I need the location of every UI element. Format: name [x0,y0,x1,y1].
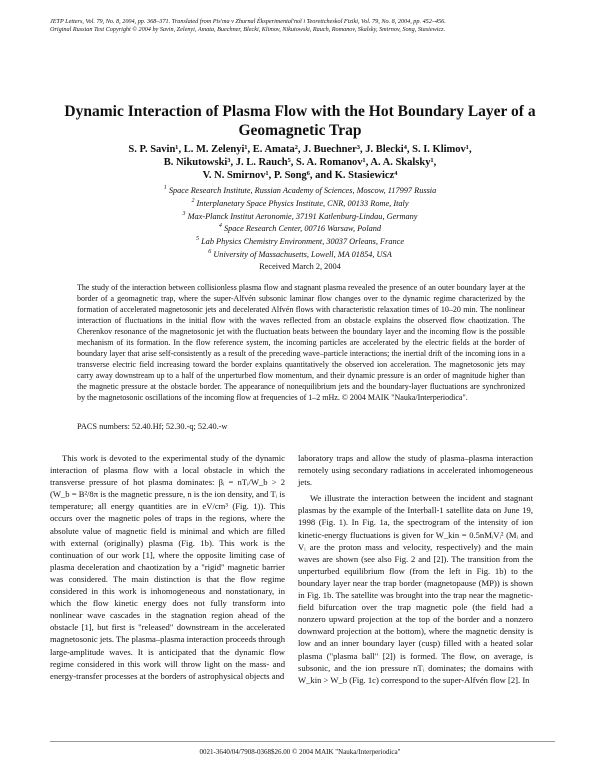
author-list [60,143,540,182]
author-line: V. N. Smirnov¹, P. Song⁶, and K. Stasiewicz⁴ [202,170,398,181]
paper-title: Dynamic Interaction of Plasma Flow with the Hot Boundary Layer of a Geomagnetic Trap [64,103,536,139]
journal-header [50,18,555,34]
pacs-numbers: PACS numbers: 52.40.Hf; 52.30.-q; 52.40.-w [77,422,228,431]
paragraph: We illustrate the interaction between the incident and stagnant plasmas by the example of the Interball-1 satellite data on June 19, 1998 (Fig. 1). In Fig. 1a, the spectrogram of the intensity of ion kinetic-energy fluctuations is given for W_kin = 0.5nMᵢVᵢ² (Mᵢ and Vᵢ are the proton mass and velocity, respectively) and the main waves are shown (see also Fig. 2 and [2]). The transition from the unperturbed equilibrium flow (from the left in Fig. 1b) to the boundary layer near the trap border (magnetopause (MP)) is shown in Fig. 1b. The satellite was brought into the trap near the magnetic-field bifurcation over the trap magnetic pole (the field had a nonzero upward projection at the top of the border and a nonzero downward projection at the bottom), where the magnetic density is low and an inner boundary layer (cusp) filled with a heated solar plasma ("plasma ball" [2]) is formed. The flow, on average, is subsonic, and the ion pressure nTᵢ dominates; the domains with W_kin > W_b (Fig. 1c) correspond to the super-Alfvén flow [2]. In [298,493,533,685]
affiliation: $^1$ Space Research Institute, Russian Academy of Sciences, Moscow, 117997 Russia [163,185,437,195]
author-line: S. P. Savin¹, L. M. Zelenyi¹, E. Amata², J. Buechner³, J. Blecki⁴, S. I. Klimov¹, [128,144,472,155]
abstract: The study of the interaction between collisionless plasma flow and stagnant plasma revealed the presence of an outer boundary layer at the border of a geomagnetic trap, where the super-Alfvén subsonic laminar flow changes over to the dynamic regime characterized by the formation of accelerated magnetosonic jets and decelerated Alfvén flows with characteristic relaxation times of 10–20 min. The nonlinear interaction of fluctuations in the initial flow with the waves reflected from an obstacle explains the observed flow chaotization. The Cherenkov resonance of the magnetosonic jet with the fluctuation beats between the boundary layer and the incoming flow is the possible mechanism of its formation. In the flow reference system, the incoming particles are accelerated by the electric fields at the border of boundary layer that arise self-consistently as a result of the preceding wave–particle interactions; the inertial drift of the incoming ions in a transverse electric field increasing toward the border explains quantitatively the observed ion acceleration. The magnetosonic jets may carry away downstream up to a half of the unperturbed flow momentum, and their dynamic pressure is an order of magnitude higher than the magnetic pressure at the obstacle border. The appearance of nonequilibrium jets and the boundary-layer fluctuations are synchronized by the magnetosonic oscillations of the incoming flow at frequencies of 1–2 mHz. © 2004 MAIK "Nauka/Interperiodica". [77,283,525,402]
body-column-right [298,452,533,686]
copyright-footer: 0021-3640/04/7908-0368$26.00 © 2004 MAIK "Nauka/Interperiodica" [199,748,401,756]
affiliation: $^3$ Max-Planck Institut Aeronomie, 37191 Katlenburg-Lindau, Germany [182,210,418,221]
body-column-left [50,452,285,682]
affiliation: $^2$ Interplanetary Space Physics Institute, CNR, 00133 Rome, Italy [191,197,409,208]
author-line: B. Nikutowski³, J. L. Rauch⁵, S. A. Romanov¹, A. A. Skalsky¹, [163,157,437,168]
affiliation: $^6$ University of Massachusetts, Lowell, MA 01854, USA [208,248,392,259]
journal-header-line-2: Original Russian Text Copyright © 2004 by Savin, Zelenyi, Amata, Buechner, Blecki, Klimov, Nikutowski, Rauch, Romanov, Skalsky, Smirnov, Song, Stasiewicz. [50,26,446,33]
affiliation-list [60,183,540,260]
journal-header-line-1: JETP Letters, Vol. 79, No. 8, 2004, pp. 368–371. Translated from Pis'ma v Zhurnal Éksperimental'noĭ i Teoreticheskoĭ Fiziki, Vol. 79, No. 8, 2004, pp. 452–456. [50,18,446,25]
affiliation: $^4$ Space Research Center, 00716 Warsaw, Poland [218,223,382,234]
footer-divider [50,741,555,742]
paragraph: This work is devoted to the experimental study of the dynamic interaction of plasma flow with a local obstacle in which the transverse pressure of hot plasma dominates: βᵢ = nTᵢ/W_b > 2 (W_b = B²/8π is the magnetic pressure, n is the ion density, and Tᵢ is temperature; all energy quantities are in eV/cm³ (Fig. 1)). This occurs over the magnetic poles of traps in the regions, where the absolute value of magnetic field is minimal and which are filled with external (originally) plasma (Fig. 1b). This work is the continuation of our work [1], where the opposite limiting case of plasma deceleration and chaotization by a "rigid" magnetic barrier was considered. The main distinction is that the flow regime considered in this work is inhomogeneous and nonstationary, in which the flow kinetic energy does not fully transform into nonlinear wave cascades in the stagnation region ahead of the obstacle [1], but first is "released" downstream in the accelerated magnetosonic jets. The plasma–plasma interaction proceeds through large-amplitude waves. It is anticipated that the dynamic flow regime considered in this work will throw light on the mass- and energy-transfer processes at the borders of astrophysical objects and [50,453,285,681]
affiliation: $^5$ Lab Physics Chemistry Environment, 30037 Orleans, France [195,236,405,246]
received-date: Received March 2, 2004 [259,262,341,271]
paragraph: laboratory traps and allow the study of plasma–plasma interaction remotely using secondary radiations in accelerated inhomogeneous jets. [298,453,533,488]
